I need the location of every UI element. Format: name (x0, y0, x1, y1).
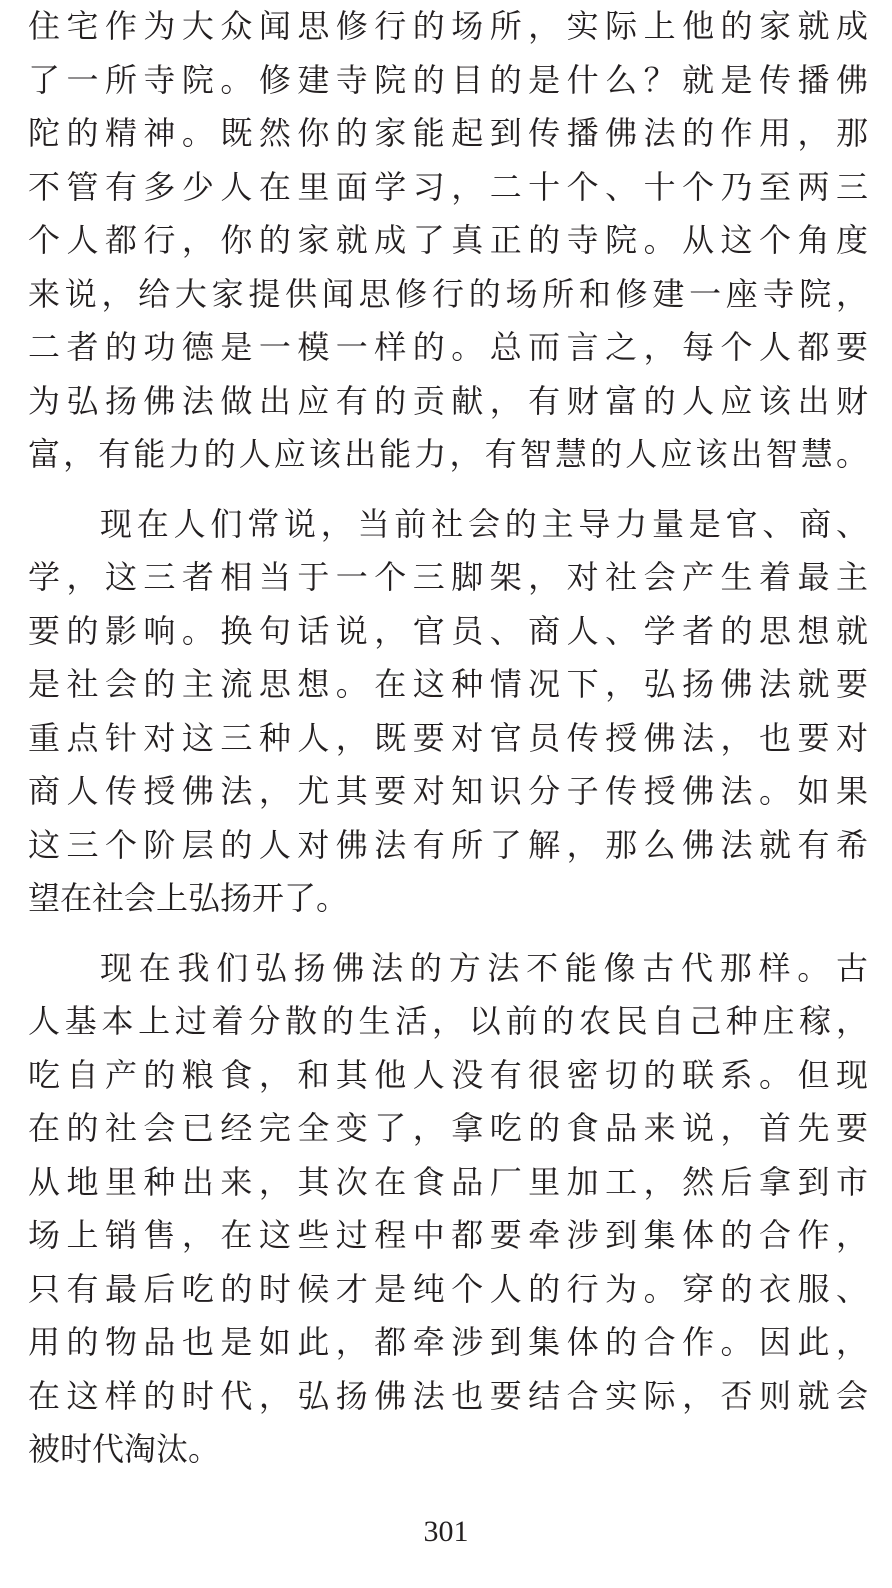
text-line: 只有最后吃的时候才是纯个人的行为。穿的衣服、 (28, 1269, 868, 1308)
text-line: 吃自产的粮食，和其他人没有很密切的联系。但现 (28, 1055, 868, 1094)
text-line: 人基本上过着分散的生活，以前的农民自己种庄稼， (28, 1002, 868, 1040)
text-line: 用的物品也是如此，都牵涉到集体的合作。因此， (28, 1323, 868, 1361)
text-line: 陀的精神。既然你的家能起到传播佛法的作用，那 (28, 114, 868, 152)
text-line: 要的影响。换句话说，官员、商人、学者的思想就 (28, 611, 868, 650)
text-line: 来说，给大家提供闻思修行的场所和修建一座寺院， (28, 274, 868, 313)
text-line: 是社会的主流思想。在这种情况下，弘扬佛法就要 (28, 665, 868, 703)
text-line: 这三个阶层的人对佛法有所了解，那么佛法就有希 (28, 825, 868, 864)
text-line: 了一所寺院。修建寺院的目的是什么？就是传播佛 (28, 60, 868, 99)
paragraph-gap (28, 482, 868, 498)
paragraph-2 (28, 498, 868, 926)
text-line: 商人传授佛法，尤其要对知识分子传授佛法。如果 (28, 772, 868, 810)
text-line: 被时代淘汰。 (28, 1430, 221, 1468)
text-line: 从地里种出来，其次在食品厂里加工，然后拿到市 (28, 1162, 868, 1201)
text-line: 场上销售，在这些过程中都要牵涉到集体的合作， (28, 1216, 868, 1254)
text-line: 不管有多少人在里面学习，二十个、十个乃至两三 (28, 167, 868, 206)
text-line: 现在我们弘扬佛法的方法不能像古代那样。古 (100, 948, 868, 987)
text-line: 重点针对这三种人，既要对官员传授佛法，也要对 (28, 718, 868, 757)
text-line: 望在社会上弘扬开了。 (28, 879, 349, 917)
page-number: 301 (423, 1515, 469, 1548)
paragraph-3 (28, 942, 868, 1477)
text-line: 个人都行，你的家就成了真正的寺院。从这个角度 (28, 221, 868, 259)
text-line: 为弘扬佛法做出应有的贡献，有财富的人应该出财 (28, 381, 868, 420)
body-text (28, 0, 868, 1477)
text-line: 现在人们常说，当前社会的主导力量是官、商、 (100, 504, 868, 543)
text-line: 富，有能力的人应该出能力，有智慧的人应该出智慧。 (28, 435, 868, 473)
paragraph-gap (28, 926, 868, 942)
paragraph-1 (28, 0, 868, 482)
text-line: 二者的功德是一模一样的。总而言之，每个人都要 (28, 328, 868, 366)
text-line: 在的社会已经完全变了，拿吃的食品来说，首先要 (28, 1109, 868, 1147)
text-line: 在这样的时代，弘扬佛法也要结合实际，否则就会 (28, 1376, 868, 1415)
text-line: 学，这三者相当于一个三脚架，对社会产生着最主 (28, 558, 868, 596)
text-line: 住宅作为大众闻思修行的场所，实际上他的家就成 (28, 7, 868, 45)
